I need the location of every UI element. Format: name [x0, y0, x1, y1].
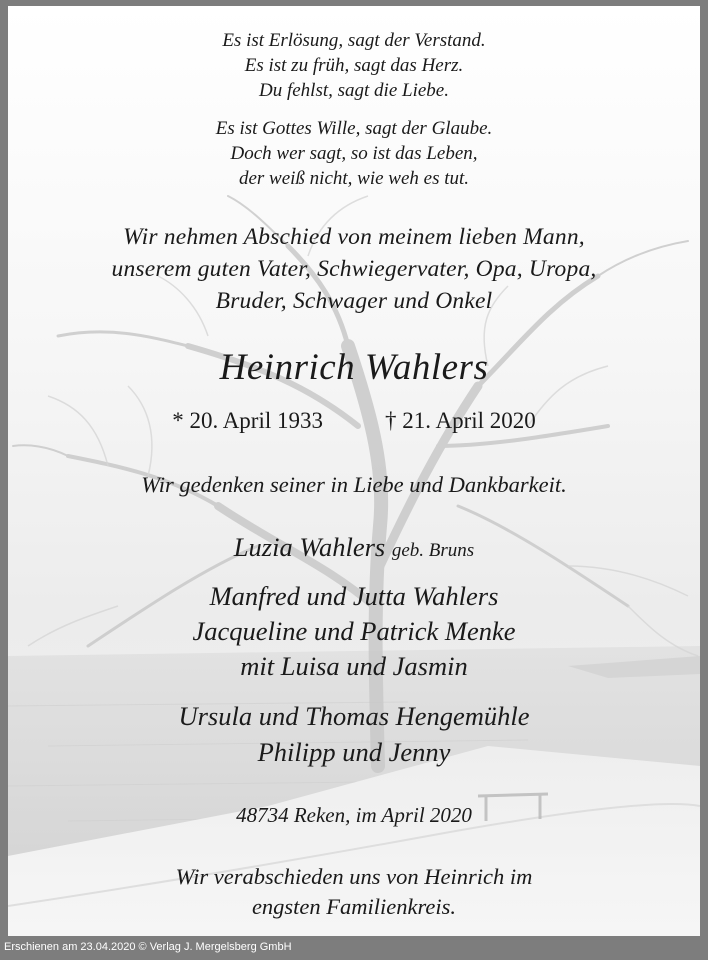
- life-dates: [8, 408, 700, 434]
- obituary-card: [8, 6, 700, 936]
- birth-date: * 20. April 1933: [172, 408, 323, 433]
- deceased-name: Heinrich Wahlers: [219, 347, 489, 388]
- place-date: 48734 Reken, im April 2020: [236, 803, 472, 827]
- closing-line: engsten Familienkreis.: [251, 894, 457, 919]
- family-line: Ursula und Thomas Hengemühle: [178, 701, 530, 731]
- family-line: Manfred und Jutta Wahlers: [209, 581, 499, 611]
- poem-line: Es ist Gottes Wille, sagt der Glaube.: [215, 118, 493, 139]
- farewell-line: unserem guten Vater, Schwiegervater, Opa, Uropa,: [111, 256, 597, 282]
- widow-name: Luzia Wahlers: [233, 532, 386, 562]
- widow-maiden-name: geb. Bruns: [391, 540, 475, 561]
- remembrance-text: Wir gedenken seiner in Liebe und Dankbarkeit.: [141, 472, 567, 497]
- death-date: † 21. April 2020: [385, 408, 536, 433]
- family-line: Jacqueline und Patrick Menke: [192, 616, 516, 646]
- obituary-text: [8, 6, 700, 936]
- farewell-line: Wir nehmen Abschied von meinem lieben Mann,: [123, 224, 585, 250]
- family-line: Philipp und Jenny: [257, 737, 451, 767]
- widow-line: [8, 532, 700, 563]
- farewell-line: Bruder, Schwager und Onkel: [215, 288, 493, 314]
- poem-line: der weiß nicht, wie weh es tut.: [238, 168, 470, 189]
- poem-line: Es ist Erlösung, sagt der Verstand.: [222, 30, 486, 51]
- closing-line: Wir verabschieden uns von Heinrich im: [175, 864, 533, 889]
- poem-line: Es ist zu früh, sagt das Herz.: [244, 55, 464, 76]
- poem-line: Doch wer sagt, so ist das Leben,: [230, 143, 478, 164]
- publication-footer: Erschienen am 23.04.2020 © Verlag J. Mergelsberg GmbH: [4, 941, 292, 953]
- poem-line: Du fehlst, sagt die Liebe.: [259, 80, 449, 101]
- family-line: mit Luisa und Jasmin: [240, 651, 468, 681]
